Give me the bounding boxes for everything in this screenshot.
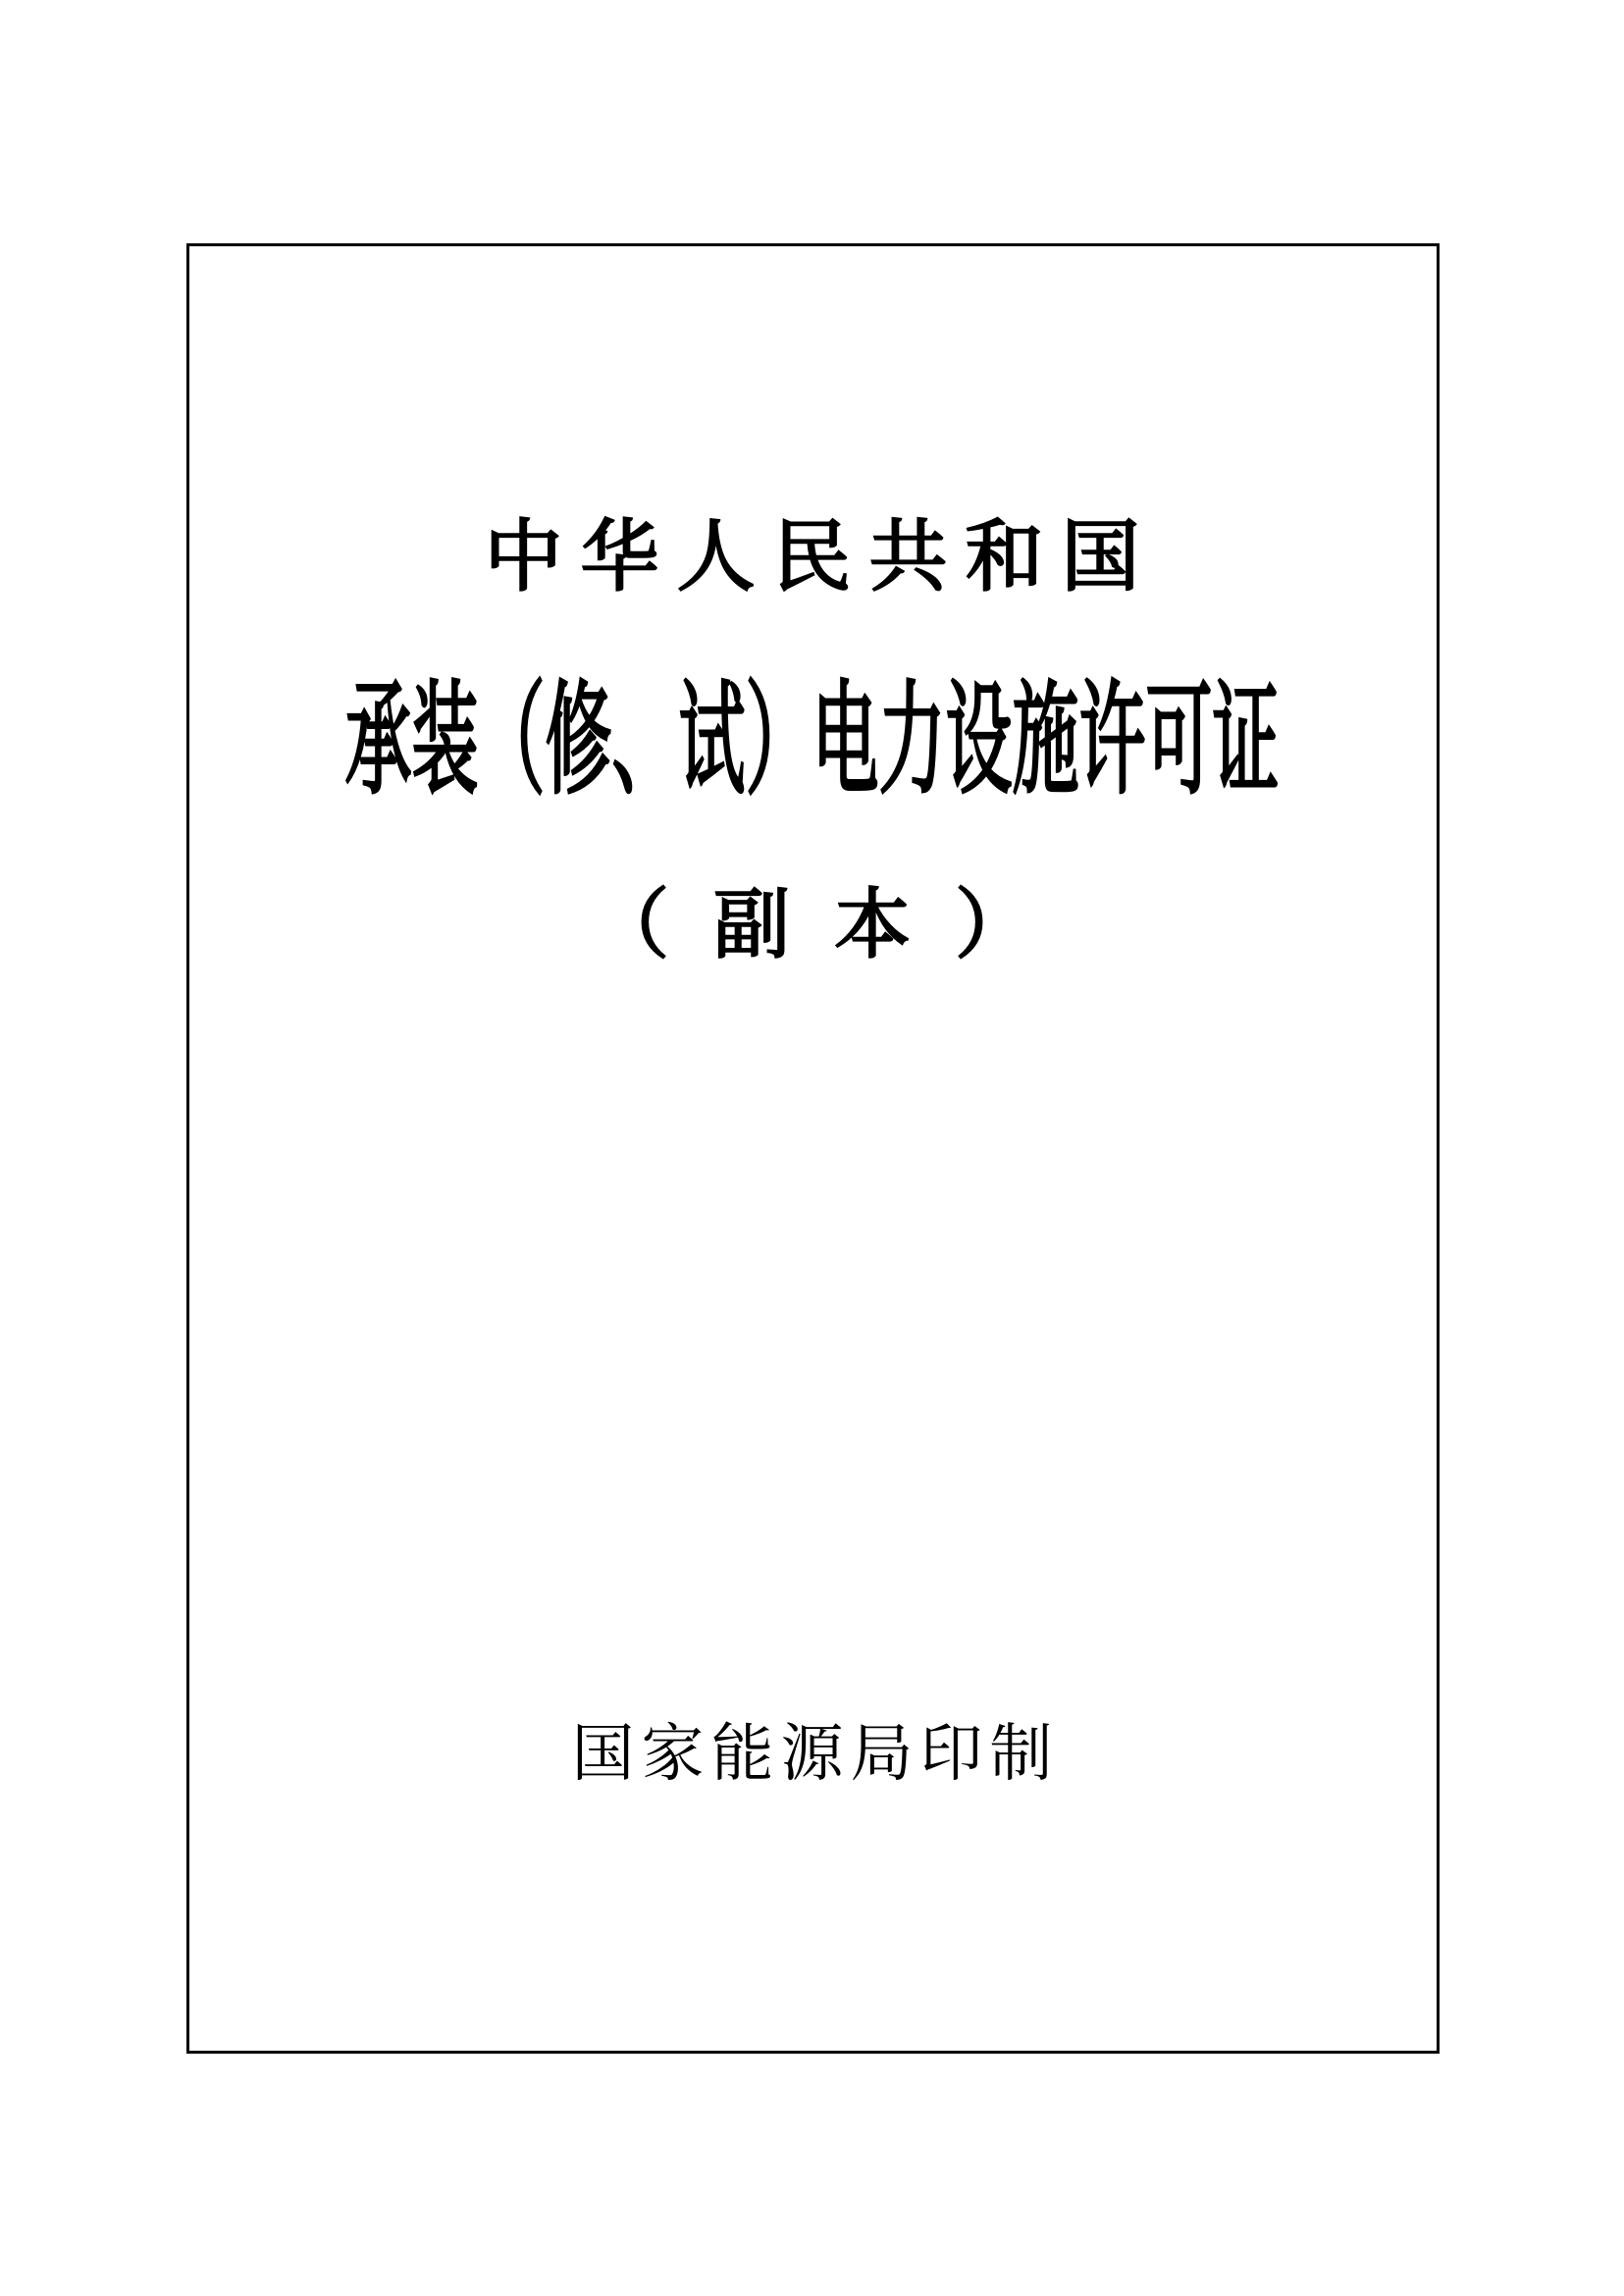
- copy-type-label: （副本）: [592, 881, 1075, 967]
- issuer-label: 国家能源局印制: [571, 1718, 1060, 1789]
- license-title: 承装（修、试）电力设施许可证: [344, 671, 1280, 810]
- country-title: 中华人民共和国: [484, 513, 1158, 600]
- license-title-row: [0, 671, 1624, 810]
